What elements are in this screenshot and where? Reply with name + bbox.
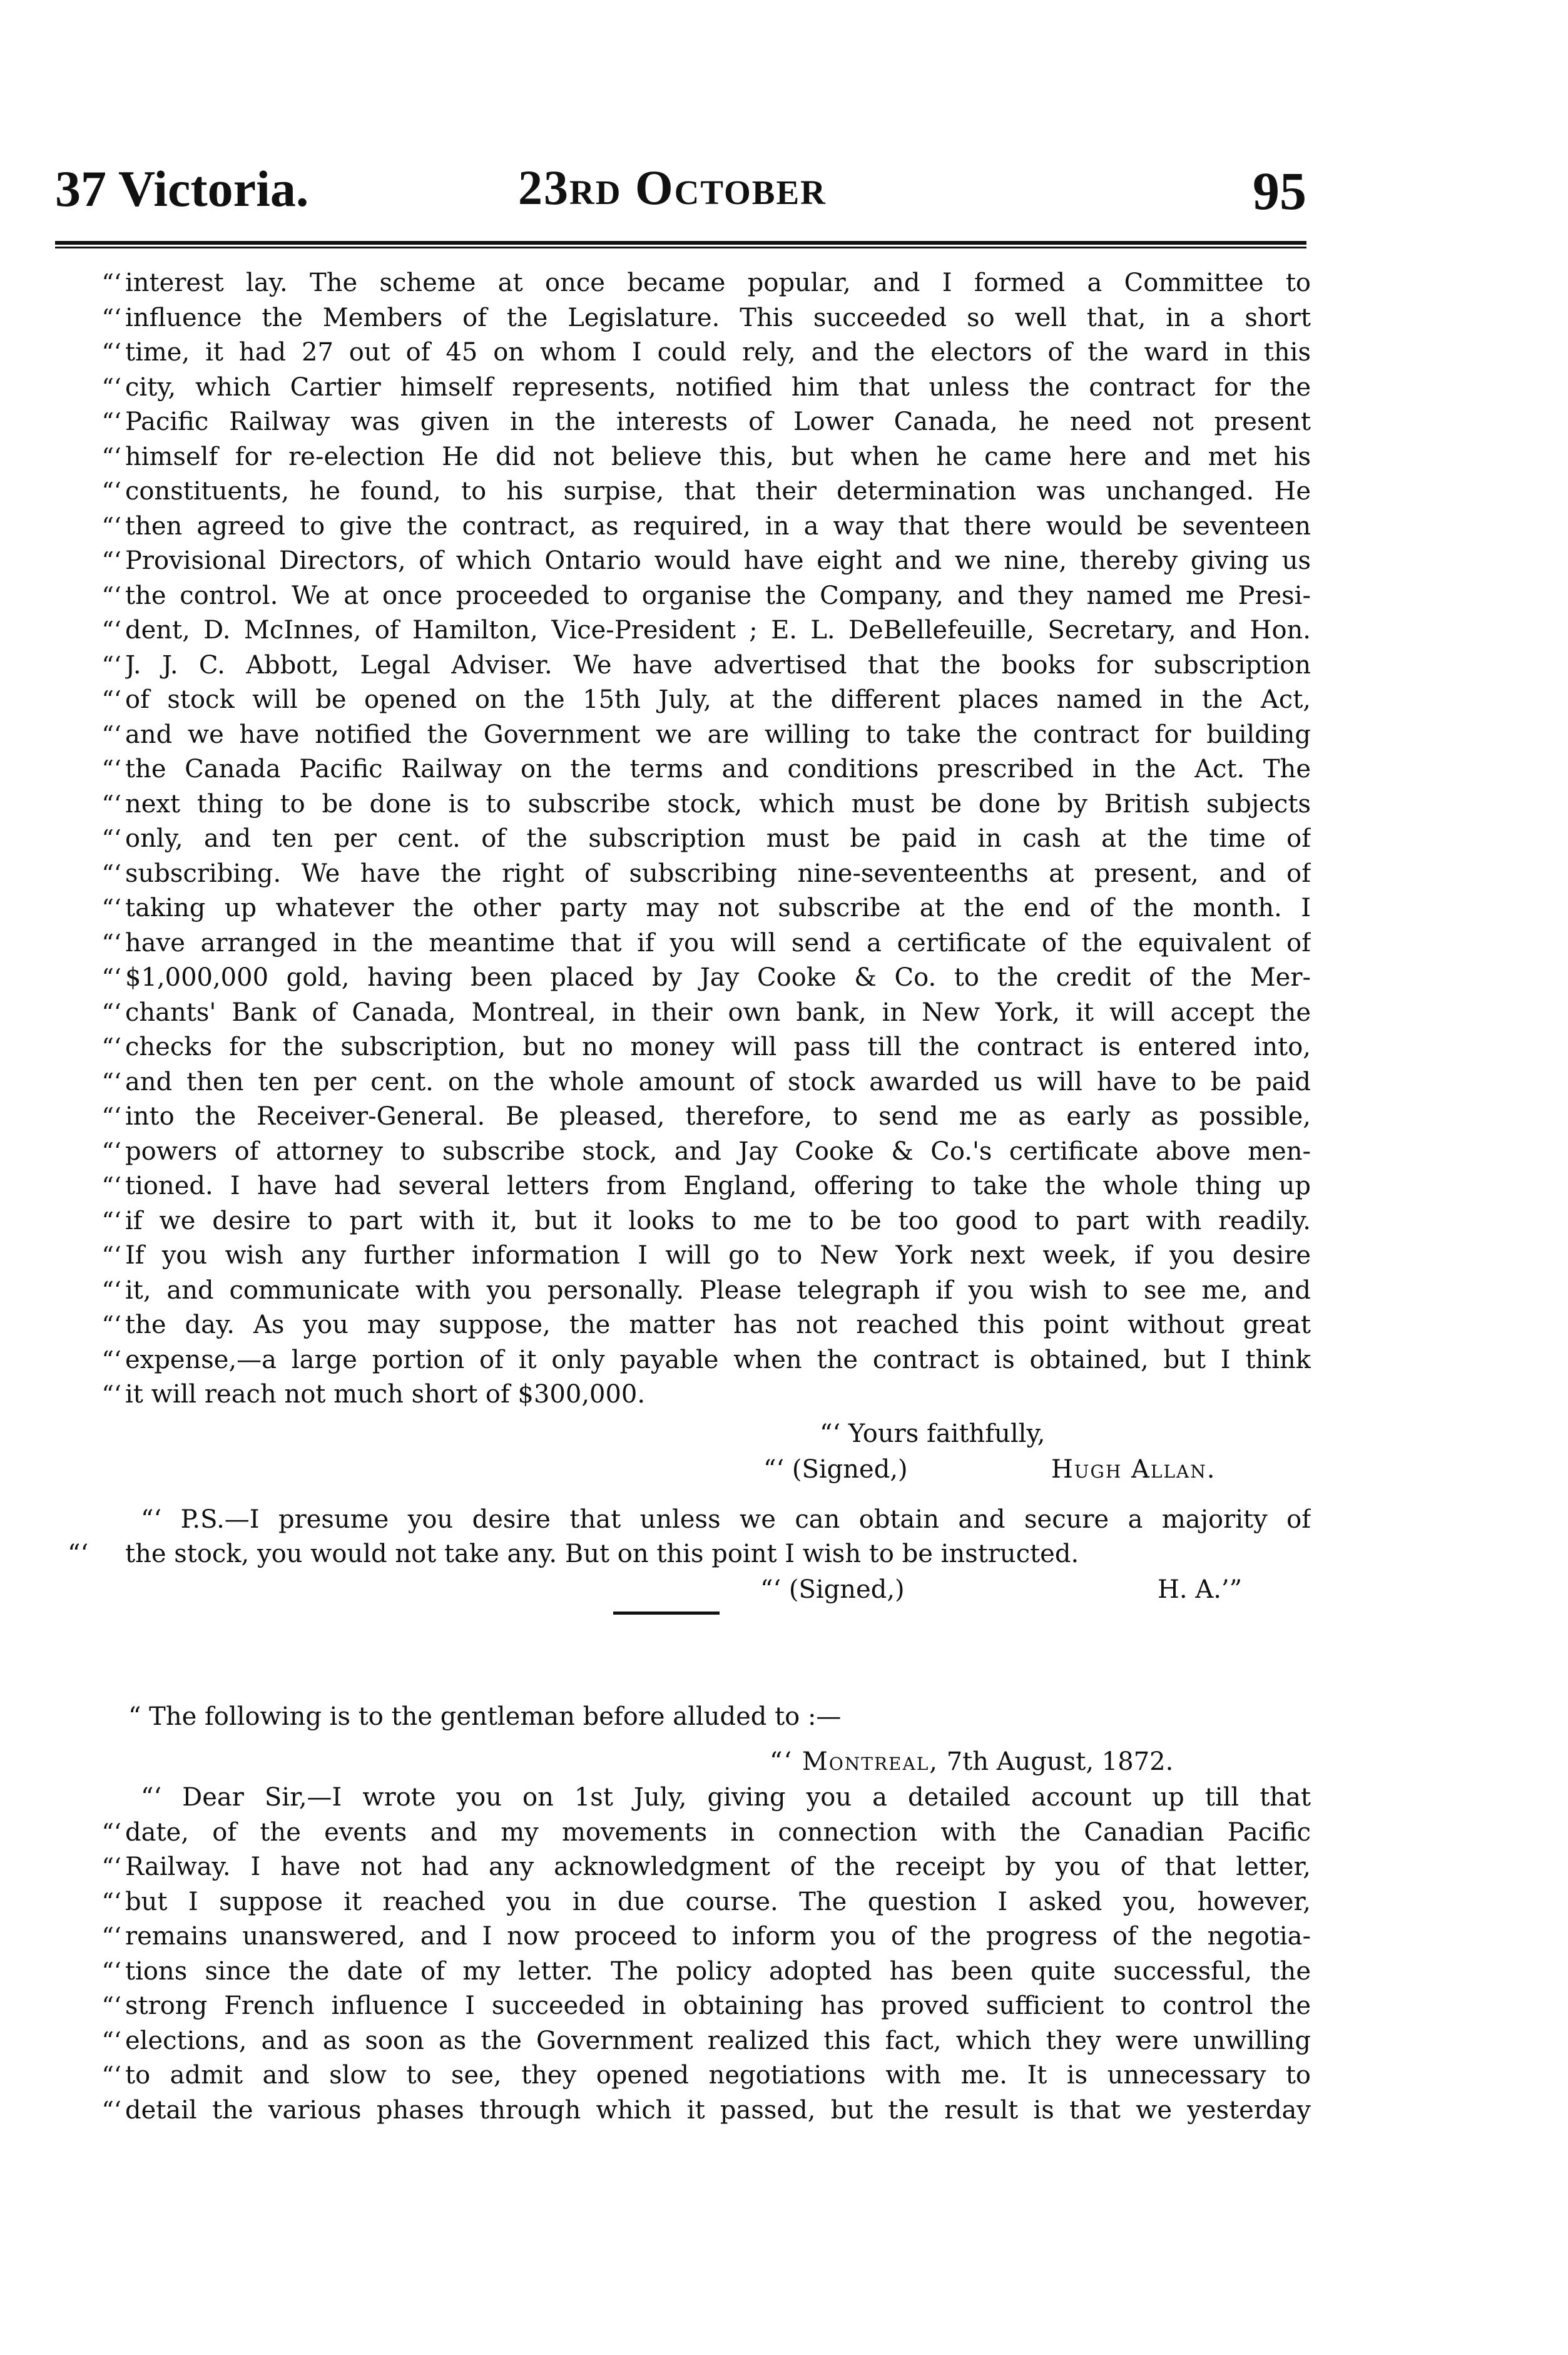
text-line <box>101 613 1311 648</box>
text-line <box>101 891 1311 926</box>
session-label: 37 Victoria. <box>55 160 309 217</box>
quote-mark: “‘ <box>101 1172 121 1200</box>
quote-mark: “‘ <box>101 1068 121 1096</box>
line-text: and then ten per cent. on the whole amount of stock awarded us will have to be paid <box>125 1067 1311 1096</box>
text-line <box>101 1919 1311 1954</box>
line-text: powers of attorney to subscribe stock, and Jay Cooke & Co.'s certificate above men- <box>125 1137 1311 1166</box>
line-text: city, which Cartier himself represents, notified him that unless the contract for the <box>125 372 1311 402</box>
line-text: checks for the subscription, but no money will pass till the contract is entered into, <box>125 1033 1311 1061</box>
line-text: but I suppose it reached you in due course. The question I asked you, however, <box>125 1887 1311 1916</box>
line-text: “‘ Dear Sir,—I wrote you on 1st July, giving you a detailed account up till that <box>141 1783 1311 1812</box>
text-line <box>101 683 1311 718</box>
quote-mark: “‘ <box>101 790 121 818</box>
quote-mark: “‘ <box>101 1992 121 2020</box>
quote-mark: “‘ <box>101 373 121 401</box>
quote-mark: “‘ <box>101 825 121 852</box>
line-text: detail the various phases through which it passed, but the result is that we yesterday <box>125 2095 1311 2125</box>
letter-one-closing: “‘ Yours faithfully, <box>820 1419 1046 1448</box>
line-text: chants' Bank of Canada, Montreal, in their own bank, in New York, it will accept the <box>125 998 1311 1027</box>
quote-mark: “‘ <box>101 581 121 610</box>
text-line <box>101 335 1311 370</box>
text-line <box>101 301 1311 336</box>
text-line <box>101 2058 1311 2093</box>
text-line <box>101 926 1311 961</box>
text-line <box>101 787 1311 822</box>
text-line <box>101 2024 1311 2059</box>
line-text: constituents, he found, to his surpise, that their determination was unchanged. He <box>125 477 1311 506</box>
postscript-quote-mark: “‘ <box>68 1540 89 1568</box>
letter-one-signed-label: “‘ (Signed,) <box>763 1455 908 1484</box>
line-text: and we have notified the Government we are willing to take the contract for building <box>125 720 1311 749</box>
line-text: date, of the events and my movements in connection with the Canadian Pacific <box>125 1817 1311 1847</box>
text-line <box>101 1377 1311 1412</box>
postscript-line-2: the stock, you would not take any. But on this point I wish to be instructed. <box>125 1540 1079 1568</box>
quote-mark: “‘ <box>101 1853 121 1881</box>
text-line <box>101 996 1311 1031</box>
line-text: the control. We at once proceeded to organise the Company, and they named me Presi- <box>125 581 1311 610</box>
quote-mark: “‘ <box>101 1311 121 1339</box>
quote-mark: “‘ <box>101 1381 121 1408</box>
quote-mark: “‘ <box>101 304 121 332</box>
line-text: interest lay. The scheme at once became popular, and I formed a Committee to <box>125 268 1311 297</box>
letter-two-body <box>101 1780 1311 2128</box>
dateline-place: “‘ Montreal, <box>770 1747 939 1776</box>
quote-mark: “‘ <box>101 1346 121 1374</box>
quote-mark: “‘ <box>101 1888 121 1916</box>
quote-mark: “‘ <box>101 269 121 297</box>
line-text: remains unanswered, and I now proceed to inform you of the progress of the negotia- <box>125 1922 1311 1951</box>
line-text: taking up whatever the other party may not subscribe at the end of the month. I <box>125 894 1311 922</box>
text-line <box>101 1065 1311 1100</box>
quote-mark: “‘ <box>101 964 121 991</box>
text-line <box>101 1274 1311 1309</box>
line-text: Pacific Railway was given in the interests of Lower Canada, he need not present <box>125 407 1311 436</box>
quote-mark: “‘ <box>101 1276 121 1304</box>
text-line <box>101 579 1311 614</box>
text-line <box>101 822 1311 857</box>
quote-mark: “‘ <box>101 442 121 471</box>
quote-mark: “‘ <box>101 339 121 366</box>
line-text: into the Receiver-General. Be pleased, therefore, to send me as early as possible, <box>125 1102 1311 1131</box>
line-text: subscribing. We have the right of subscribing nine-seventeenths at present, and of <box>125 859 1311 888</box>
text-line <box>101 857 1311 892</box>
postscript-signed-label: “‘ (Signed,) <box>760 1575 905 1604</box>
quote-mark: “‘ <box>101 616 121 644</box>
quote-mark: “‘ <box>101 1103 121 1130</box>
text-line <box>101 2093 1311 2128</box>
line-text: $1,000,000 gold, having been placed by Jay Cooke & Co. to the credit of the Mer- <box>125 963 1311 992</box>
postscript-signer: H. A.’” <box>1158 1575 1243 1604</box>
line-text: J. J. C. Abbott, Legal Adviser. We have advertised that the books for subscription <box>125 650 1311 680</box>
quote-mark: “‘ <box>101 1242 121 1269</box>
page-number: 95 <box>1253 161 1306 221</box>
line-text: tioned. I have had several letters from England, offering to take the whole thing up <box>125 1172 1311 1200</box>
line-text: the Canada Pacific Railway on the terms and conditions prescribed in the Act. The <box>125 755 1311 784</box>
quote-mark: “‘ <box>101 2026 121 2055</box>
quote-mark: “‘ <box>101 1207 121 1235</box>
header-rule <box>55 241 1306 248</box>
line-text: then agreed to give the contract, as required, in a way that there would be seventeen <box>125 511 1311 541</box>
text-line <box>101 752 1311 787</box>
quote-mark: “‘ <box>101 720 121 748</box>
quote-mark: “‘ <box>101 1818 121 1846</box>
text-line <box>101 474 1311 509</box>
text-line <box>101 1850 1311 1885</box>
second-letter-dateline <box>770 1747 1173 1776</box>
line-text: Railway. I have not had any acknowledgment of the receipt by you of that letter, <box>125 1852 1311 1881</box>
line-text: it, and communicate with you personally. Please telegraph if you wish to see me, and <box>125 1275 1311 1305</box>
quote-mark: “‘ <box>101 1033 121 1061</box>
text-line <box>101 1100 1311 1135</box>
quote-mark: “‘ <box>101 2096 121 2124</box>
text-line <box>101 1135 1311 1170</box>
quote-mark: “‘ <box>101 929 121 957</box>
date-heading: 23rd October <box>518 160 827 215</box>
text-line <box>101 1343 1311 1378</box>
quote-mark: “‘ <box>101 1923 121 1950</box>
text-line <box>101 1030 1311 1065</box>
line-text: to admit and slow to see, they opened negotiations with me. It is unnecessary to <box>125 2061 1311 2090</box>
line-text: if we desire to part with it, but it looks to me to be too good to part with readily. <box>125 1206 1311 1235</box>
text-line <box>101 1169 1311 1204</box>
quote-mark: “‘ <box>101 2061 121 2089</box>
quote-mark: “‘ <box>101 1137 121 1165</box>
line-text: it will reach not much short of $300,000. <box>125 1380 646 1409</box>
line-text: time, it had 27 out of 45 on whom I could rely, and the electors of the ward in this <box>125 338 1311 367</box>
text-line <box>125 1780 1311 1816</box>
line-text: strong French influence I succeeded in obtaining has proved sufficient to control the <box>125 1991 1311 2020</box>
quote-mark: “‘ <box>101 859 121 887</box>
line-text: dent, D. McInnes, of Hamilton, Vice-President ; E. L. DeBellefeuille, Secretary, and Hon. <box>125 616 1311 645</box>
line-text: Provisional Directors, of which Ontario would have eight and we nine, thereby giving us <box>125 546 1311 575</box>
line-text: expense,—a large portion of it only payable when the contract is obtained, but I think <box>125 1345 1311 1374</box>
dateline-date: 7th August, 1872. <box>946 1747 1174 1776</box>
postscript-line-1: “‘ P.S.—I presume you desire that unless we can obtain and secure a majority of <box>141 1505 1311 1534</box>
text-line <box>101 718 1311 753</box>
quote-mark: “‘ <box>101 998 121 1026</box>
text-line <box>101 544 1311 579</box>
line-text: of stock will be opened on the 15th July, at the different places named in the Act, <box>125 685 1311 714</box>
text-line <box>101 1239 1311 1274</box>
text-line <box>101 648 1311 683</box>
line-text: influence the Members of the Legislature. This succeeded so well that, in a short <box>125 303 1311 332</box>
section-separator <box>613 1612 720 1615</box>
line-text: If you wish any further information I will go to New York next week, if you desire <box>125 1241 1311 1270</box>
line-text: himself for re-election He did not believe this, but when he came here and met his <box>125 442 1311 471</box>
quote-mark: “‘ <box>101 408 121 436</box>
text-line <box>101 1308 1311 1343</box>
quote-mark: “‘ <box>101 651 121 679</box>
text-line <box>101 1989 1311 2024</box>
running-head <box>55 160 1306 235</box>
quote-mark: “‘ <box>101 686 121 713</box>
quote-mark: “‘ <box>101 894 121 922</box>
text-line <box>101 1204 1311 1239</box>
quote-mark: “‘ <box>101 478 121 505</box>
line-text: only, and ten per cent. of the subscription must be paid in cash at the time of <box>125 824 1311 853</box>
line-text: have arranged in the meantime that if you will send a certificate of the equivalent of <box>125 928 1311 958</box>
second-letter-intro: “ The following is to the gentleman before alluded to :— <box>128 1702 842 1731</box>
text-line <box>101 1816 1311 1851</box>
quote-mark: “‘ <box>101 547 121 575</box>
line-text: next thing to be done is to subscribe stock, which must be done by British subjects <box>125 789 1311 819</box>
text-line <box>101 266 1311 301</box>
text-line <box>101 440 1311 475</box>
line-text: the day. As you may suppose, the matter has not reached this point without great <box>125 1310 1311 1339</box>
text-line <box>101 1954 1311 1990</box>
text-line <box>101 1885 1311 1920</box>
quote-mark: “‘ <box>101 512 121 540</box>
quote-mark: “‘ <box>101 1957 121 1985</box>
line-text: elections, and as soon as the Government realized this fact, which they were unwilling <box>125 2026 1311 2055</box>
text-line <box>101 509 1311 544</box>
text-line <box>101 405 1311 440</box>
line-text: tions since the date of my letter. The policy adopted has been quite successful, the <box>125 1956 1311 1986</box>
quote-mark: “‘ <box>101 755 121 783</box>
letter-one-body <box>101 266 1311 1412</box>
text-line <box>101 961 1311 996</box>
text-line <box>101 370 1311 406</box>
letter-one-signer: Hugh Allan. <box>1051 1455 1216 1484</box>
